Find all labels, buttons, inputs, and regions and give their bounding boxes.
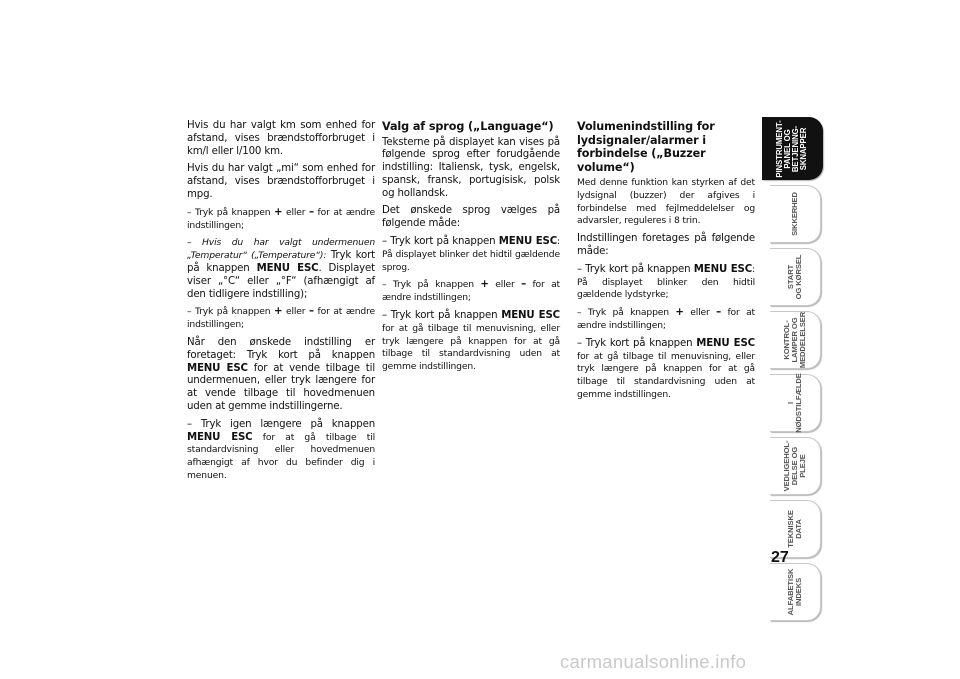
instruction-step xyxy=(382,236,560,274)
tab-safety[interactable] xyxy=(770,185,821,243)
tab-label: VEDLIGEHOL- DELSE OG PLEJE xyxy=(782,440,807,492)
step-text: Når den ønskede indstilling er foretaget: Tryk kort på knappen xyxy=(187,336,375,361)
tab-label: KONTROL- LAMPER OG MEDDELELSER xyxy=(782,311,807,369)
paragraph: Indstillingen foretages på følgende måde: xyxy=(577,233,755,257)
paragraph xyxy=(187,337,375,414)
menu-esc-key: MENU ESC xyxy=(256,262,319,274)
step-text: – Tryk kort på knappen xyxy=(382,236,499,248)
tab-index[interactable] xyxy=(770,563,821,621)
step-text: for at gå tilbage til menuvisning, eller tryk længere på knappen for at gå tilbage til standardvisning uden at gemme indstillingen. xyxy=(577,350,755,400)
step-text: for at vende tilbage til undermenuen, eller tryk længere for at vende tilbage til hovedmenuen uden at gemme indstillingerne. xyxy=(187,362,375,412)
section-heading-buzzer-volume: Volumenindstilling for lydsignaler/alarmer i forbindelse („Buzzer volume“) xyxy=(577,120,715,174)
minus-key: – xyxy=(309,206,314,218)
step-text: – Tryk kort på knappen xyxy=(382,310,502,322)
tab-start-and-driving[interactable] xyxy=(770,248,821,306)
tab-label: START OG KØRSEL xyxy=(786,254,803,300)
step-text: : På displayet blinker det hidtil gældende sprog. xyxy=(382,236,560,273)
paragraph: Hvis du har valgt „mi“ som enhed for afstand, vises brændstofforbruget i mpg. xyxy=(187,163,375,200)
step-text: – Tryk igen længere på knappen xyxy=(187,418,375,430)
instruction-step xyxy=(577,307,755,333)
step-text: – Tryk på knappen xyxy=(382,279,481,291)
paragraph: Med denne funktion kan styrken af det lydsignal (buzzer) der afgives i forbindelse med fejlmeddelelser og advarsler, reguleres i 8 trin. xyxy=(577,177,755,227)
step-text: . Displayet viser „°C“ eller „°F“ (afhængigt af den tidligere indstilling); xyxy=(187,262,376,300)
tab-label: PINSTRUMENT- PANEL OG BETJENING- SKNAPPER xyxy=(775,119,808,178)
menu-esc-key: MENU ESC xyxy=(187,362,248,374)
tab-emergency[interactable] xyxy=(770,374,821,432)
step-text: – Tryk på knappen xyxy=(187,306,275,318)
plus-key: + xyxy=(675,307,684,319)
tab-label: ALFABETISK INDEKS xyxy=(786,568,803,616)
minus-key: – xyxy=(716,307,722,319)
plus-key: + xyxy=(274,206,283,218)
tab-warning-lights[interactable] xyxy=(770,311,821,369)
step-text: – Tryk på knappen xyxy=(187,206,275,218)
text-column-2 xyxy=(382,120,560,379)
instruction-step xyxy=(187,419,375,483)
instruction-step xyxy=(187,237,375,301)
text-column-1 xyxy=(187,120,375,488)
paragraph: Teksterne på displayet kan vises på følgende sprog efter forudgående indstilling: Italiensk, tysk, engelsk, spansk, fransk, portugisisk, polsk og hollandsk. xyxy=(382,136,560,199)
step-text: for at ændre indstillingen; xyxy=(577,307,756,331)
tab-maintenance[interactable] xyxy=(770,437,821,495)
tab-label: I NØDSTILFÆLDE xyxy=(786,373,803,433)
step-text: for at ændre indstillingen; xyxy=(187,206,375,231)
instruction-step xyxy=(577,264,755,302)
step-text: Tryk kort på knappen xyxy=(187,250,375,274)
step-text: : På displayet blinker den hidtil gældende lydstyrke; xyxy=(577,263,755,301)
step-text: eller xyxy=(683,307,717,319)
instruction-step xyxy=(187,306,375,332)
minus-key: – xyxy=(309,306,314,318)
step-text: eller xyxy=(282,206,310,218)
tab-instrument-panel[interactable] xyxy=(762,117,823,180)
step-text: – Tryk kort på knappen xyxy=(577,263,694,275)
section-heading-language: Valg af sprog („Language“) xyxy=(382,120,554,133)
plus-key: + xyxy=(274,306,283,318)
menu-esc-key: MENU ESC xyxy=(696,337,755,349)
text-column-3 xyxy=(577,120,755,407)
menu-esc-key: MENU ESC xyxy=(187,431,253,443)
menu-esc-key: MENU ESC xyxy=(498,236,558,248)
tab-label: TEKNISKE DATA xyxy=(786,510,803,548)
step-text: for at ændre indstillingen; xyxy=(382,279,561,304)
menu-esc-key: MENU ESC xyxy=(501,310,560,322)
step-text: – Tryk kort på knappen xyxy=(577,337,697,349)
minus-key: – xyxy=(521,279,527,291)
menu-esc-key: MENU ESC xyxy=(693,263,753,275)
paragraph: Det ønskede sprog vælges på følgende måde: xyxy=(382,205,560,230)
instruction-step xyxy=(187,207,375,233)
instruction-step xyxy=(382,310,560,374)
watermark: carmanualsonline.info xyxy=(560,651,747,672)
plus-key: + xyxy=(480,279,489,291)
instruction-step xyxy=(382,279,560,305)
step-text: eller xyxy=(282,306,310,318)
step-text: – Tryk på knappen xyxy=(577,307,676,319)
step-text: for at gå tilbage til standardvisning eller hovedmenuen afhængigt af hvor du befinder dig i menuen. xyxy=(187,431,375,481)
step-text: eller xyxy=(488,279,522,291)
step-text: for at ændre indstillingen; xyxy=(187,306,375,331)
paragraph: Hvis du har valgt km som enhed for afstand, vises brændstofforbruget i km/l eller l/100 km. xyxy=(187,120,375,157)
instruction-step xyxy=(577,338,755,402)
page-number: 27 xyxy=(771,549,789,566)
step-text: for at gå tilbage til menuvisning, eller tryk længere på knappen for at gå tilbage til standardvisning uden at gemme indstillingen. xyxy=(382,322,560,373)
tab-label: SIKKERHED xyxy=(790,192,799,236)
submenu-label: – Hvis du har valgt undermenuen „Temperatur“ („Temperature“): xyxy=(187,237,375,262)
